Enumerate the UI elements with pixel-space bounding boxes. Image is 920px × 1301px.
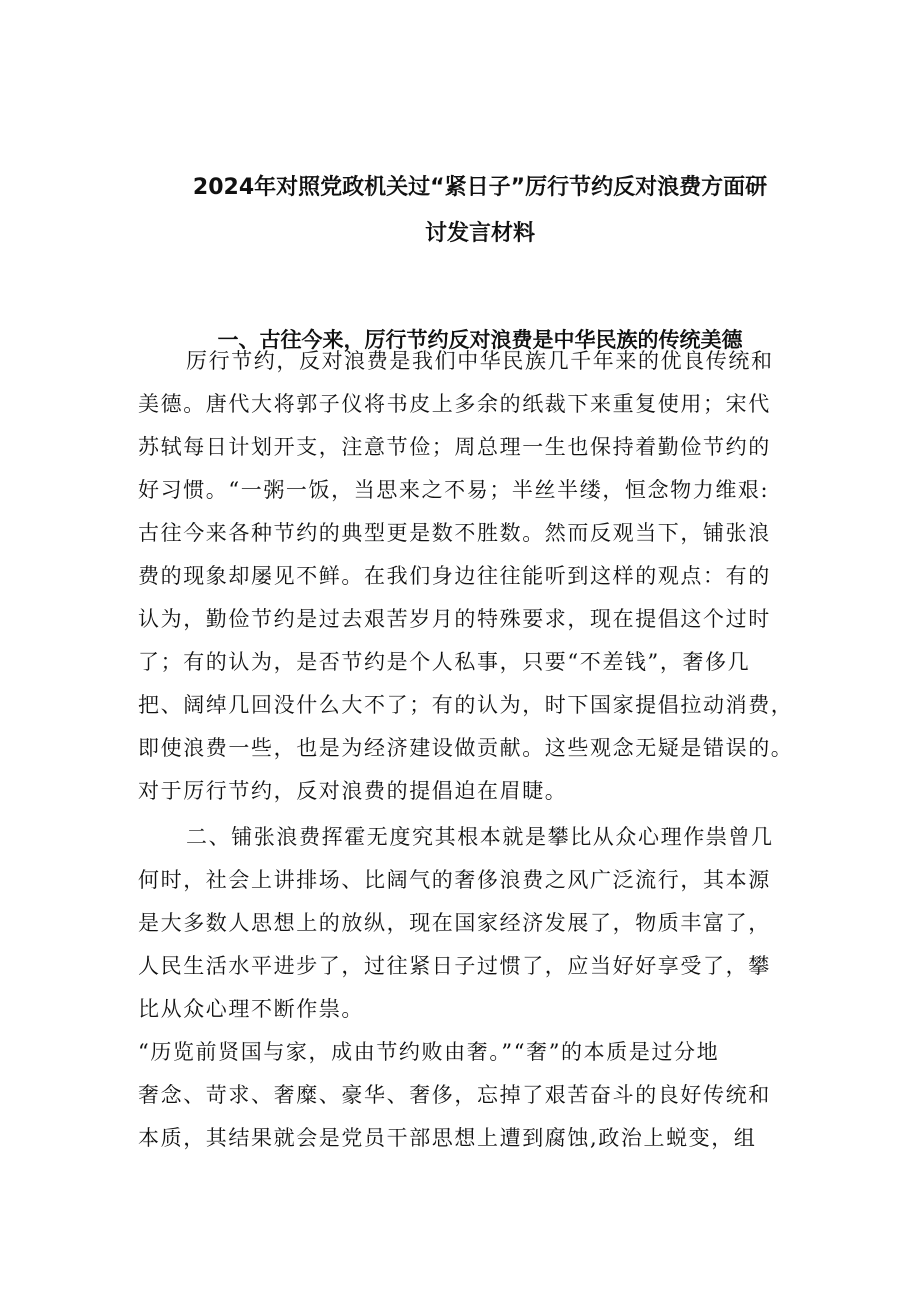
paragraph-line: 美德。唐代大将郭子仪将书皮上多余的纸裁下来重复使用；宋代 (138, 392, 771, 416)
paragraph-line: 本质，其结果就会是党员干部思想上遭到腐蚀,政治上蜕变，组 (138, 1126, 757, 1150)
paragraph-line: 把、阔绰几回没什么大不了；有的认为，时下国家提倡拉动消费， (138, 693, 794, 717)
paragraph-line: 费的现象却屡见不鲜。在我们身边往往能听到这样的观点：有的 (138, 564, 771, 588)
section-heading-1: 一、古往今来，厉行节约反对浪费是中华民族的传统美德 (217, 328, 743, 353)
paragraph-line: 二、铺张浪费挥霍无度究其根本就是攀比从众心理作祟曾几 (186, 825, 774, 849)
paragraph-line: 即使浪费一些，也是为经济建设做贡献。这些观念无疑是错误的。 (138, 736, 794, 760)
paragraph-line: 是大多数人思想上的放纵，现在国家经济发展了，物质丰富了， (138, 911, 771, 935)
paragraph-line: 认为，勤俭节约是过去艰苦岁月的特殊要求，现在提倡这个过时 (138, 607, 771, 631)
paragraph-line: 比从众心理不断作祟。 (138, 997, 364, 1021)
paragraph-line: 了；有的认为，是否节约是个人私事，只要“不差钱”，奢侈几 (138, 650, 751, 674)
paragraph-line: 奢念、苛求、奢糜、豪华、奢侈，忘掉了艰苦奋斗的良好传统和 (138, 1083, 771, 1107)
paragraph-line: 好习惯。“一粥一饭，当思来之不易；半丝半缕，恒念物力维艰: (138, 478, 770, 502)
paragraph-line: 苏轼每日计划开支，注意节俭；周总理一生也保持着勤俭节约的 (138, 435, 771, 459)
document-title-line-2: 讨发言材料 (424, 221, 535, 246)
paragraph-line: 何时，社会上讲排场、比阔气的奢侈浪费之风广泛流行，其本源 (138, 868, 771, 892)
paragraph-line: 对于厉行节约，反对浪费的提倡迫在眉睫。 (138, 779, 568, 803)
paragraph-line: “历览前贤国与家，成由节约败由奢。”“奢”的本质是过分地 (138, 1040, 720, 1064)
paragraph-line: 古往今来各种节约的典型更是数不胜数。然而反观当下，铺张浪 (138, 521, 771, 545)
document-title-line-1: 2024年对照党政机关过“紧日子”厉行节约反对浪费方面研 (192, 175, 768, 200)
paragraph-line: 人民生活水平进步了，过往紧日子过惯了，应当好好享受了，攀 (138, 954, 771, 978)
paragraph-line: 厉行节约，反对浪费是我们中华民族几千年来的优良传统和 (186, 349, 774, 373)
